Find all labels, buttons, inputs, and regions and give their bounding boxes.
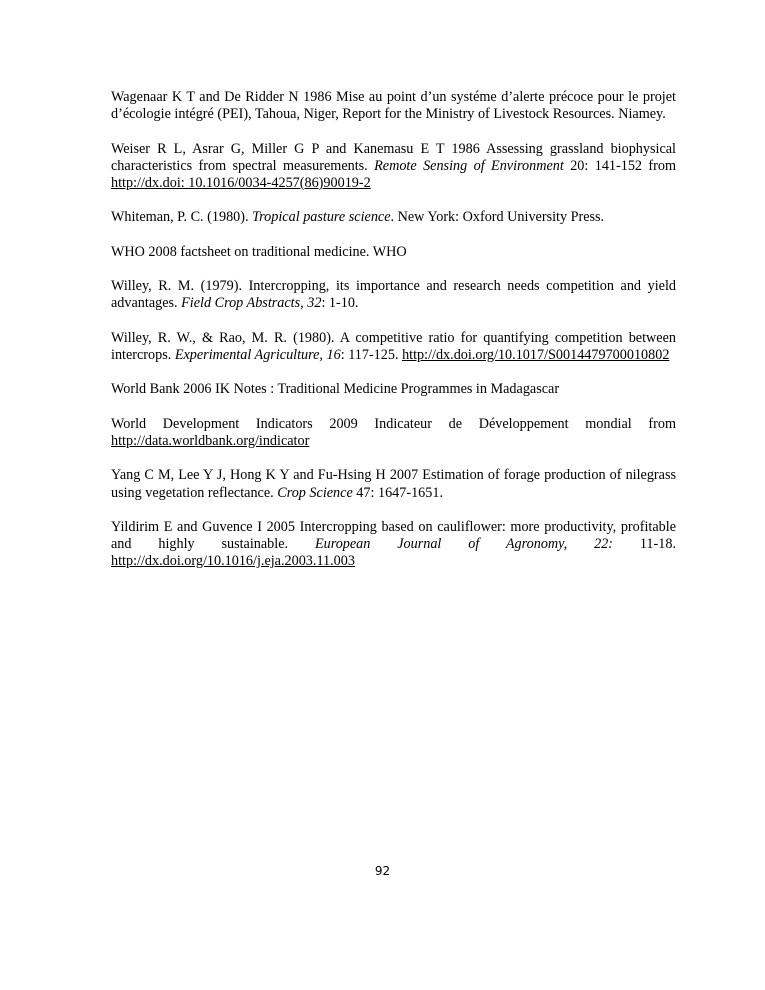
reference-entry — [111, 416, 676, 450]
url-link[interactable]: http://data.worldbank.org/indicator — [111, 432, 310, 449]
reference-list — [111, 89, 676, 588]
reference-text: Weiser R L, Asrar G, Miller G P and Kanemasu E T 1986 Assessing grassland biophysical characteristics from spectral measurements. — [111, 140, 676, 174]
journal-title: Experimental Agriculture, 16 — [174, 346, 341, 363]
reference-entry — [111, 467, 676, 501]
journal-title: Remote Sensing of Environment — [374, 157, 564, 174]
reference-text: : 1-10. — [321, 295, 359, 312]
journal-title: Field Crop Abstracts, 32 — [181, 295, 322, 312]
reference-text: WHO 2008 factsheet on traditional medicine. WHO — [111, 243, 407, 260]
reference-text: Whiteman, P. C. (1980). — [111, 209, 253, 226]
reference-entry — [111, 209, 676, 226]
doi-link[interactable]: http://dx.doi.org/10.1017/S0014479700010802 — [402, 346, 670, 363]
reference-entry — [111, 89, 676, 123]
reference-entry — [111, 278, 676, 312]
reference-text: Yildirim E and Guvence I 2005 Intercropping based on cauliflower: more productivity, profitable and highly sustainable. — [111, 518, 676, 553]
reference-text: Wagenaar K T and De Ridder N 1986 Mise au point d’un systéme d’alerte précoce pour le projet d’écologie intégré (PEI), Tahoua, Niger, Report for the Ministry of Livestock Resources. Niamey. — [111, 89, 676, 123]
journal-title: European Journal of Agronomy, 22: — [314, 536, 613, 553]
reference-text: . New York: Oxford University Press. — [390, 209, 605, 226]
reference-text: World Development Indicators 2009 Indicateur de Développement mondial from — [111, 415, 676, 432]
journal-title: Crop Science — [277, 484, 353, 501]
reference-entry — [111, 244, 676, 261]
reference-text: : 117-125. — [340, 346, 403, 363]
reference-text: 47: 1647-1651. — [352, 484, 443, 501]
reference-entry — [111, 381, 676, 398]
reference-entry — [111, 141, 676, 193]
reference-text: World Bank 2006 IK Notes : Traditional Medicine Programmes in Madagascar — [111, 381, 560, 398]
doi-link[interactable]: http://dx.doi.org/10.1016/j.eja.2003.11.003 — [111, 553, 355, 570]
reference-text: Willey, R. W., & Rao, M. R. (1980). A competitive ratio for quantifying competition between intercrops. — [111, 329, 676, 363]
book-title: Tropical pasture science — [252, 209, 391, 226]
reference-entry — [111, 330, 676, 364]
reference-text: 20: 141-152 from — [563, 157, 676, 174]
page-number: 92 — [374, 864, 391, 878]
reference-text: Yang C M, Lee Y J, Hong K Y and Fu-Hsing H 2007 Estimation of forage production of nilegrass using vegetation reflectance. — [111, 467, 676, 501]
reference-text: Willey, R. M. (1979). Intercropping, its importance and research needs competition and yield advantages. — [111, 278, 676, 312]
doi-link[interactable]: http://dx.doi: 10.1016/0034-4257(86)90019-2 — [111, 175, 371, 191]
reference-entry — [111, 519, 676, 571]
reference-text: 11-18. — [613, 536, 676, 553]
